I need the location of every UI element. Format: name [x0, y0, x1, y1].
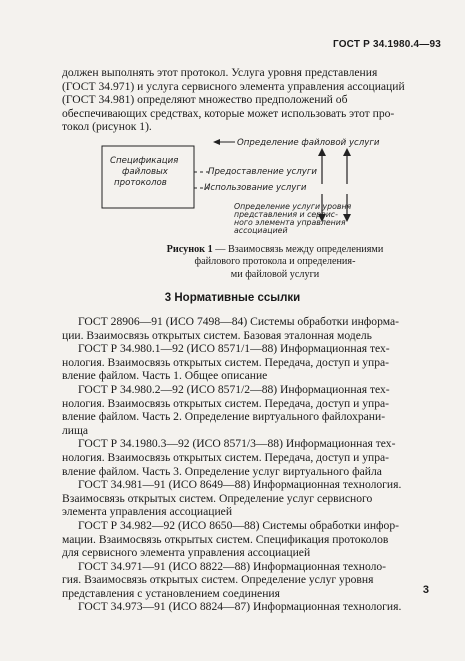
arrow-up-icon — [343, 148, 351, 156]
figure-1-diagram — [100, 132, 380, 237]
label-use-service: Использование услуги — [204, 183, 307, 193]
reference-line: для сервисного элемента управления ассоциацией — [62, 546, 311, 560]
caption-line: файлового протокола и определения- — [194, 256, 356, 268]
label-provide-service: Предоставление услуги — [208, 167, 317, 177]
bottom-label-line: ассоциацией — [234, 226, 288, 235]
reference-line: вление файлом. Часть 2. Определение виртуального файлохрани- — [62, 410, 386, 424]
bottom-label-line: Определение услуги уровня — [234, 202, 352, 211]
reference-line: ГОСТ 34.973—91 (ИСО 8824—87) Информационная технология. — [78, 600, 402, 614]
intro-line: токол (рисунок 1). — [62, 120, 152, 134]
reference-line: ГОСТ Р 34.982—92 (ИСО 8650—88) Системы обработки инфор- — [78, 518, 400, 532]
intro-line: обеспечивающих средствах, которые может использовать этот про- — [62, 106, 395, 120]
box-line: Спецификация — [110, 156, 179, 166]
intro-paragraph — [62, 66, 440, 134]
intro-line: (ГОСТ 34.981) определяют множество предположений об — [62, 93, 348, 107]
reference-line: ГОСТ Р 34.980.2—92 (ИСО 8571/2—88) Информационная тех- — [78, 382, 390, 396]
reference-line: ции. Взаимосвязь открытых систем. Базовая эталонная модель — [62, 328, 372, 342]
reference-line: нология. Взаимосвязь открытых систем. Передача, доступ и упра- — [62, 355, 390, 369]
reference-line: мации. Взаимосвязь открытых систем. Спецификация протоколов — [62, 532, 389, 546]
caption-line: ми файловой услуги — [230, 268, 320, 280]
reference-line: представления с установлением соединения — [62, 586, 280, 600]
caption-line: — Взаимосвязь между определениями — [215, 244, 384, 255]
reference-line: нология. Взаимосвязь открытых систем. Передача, доступ и упра- — [62, 396, 390, 410]
reference-line: элемента управления ассоциацией — [62, 505, 233, 519]
reference-line: ГОСТ 28906—91 (ИСО 7498—84) Системы обработки информа- — [78, 315, 399, 328]
page-number: 3 — [422, 584, 429, 596]
bottom-label-line: представления и сервис- — [234, 210, 338, 219]
reference-line: вление файлом. Часть 3. Определение услуг виртуального файла — [62, 464, 382, 478]
reference-line: лища — [62, 423, 89, 437]
reference-line: ГОСТ 34.971—91 (ИСО 8822—88) Информационная техноло- — [78, 559, 387, 573]
box-line: файловых — [122, 167, 168, 177]
reference-line: ГОСТ Р 34.1980.3—92 (ИСО 8571/3—88) Информационная тех- — [78, 437, 396, 451]
caption-label: Рисунок 1 — [166, 244, 213, 255]
intro-line: должен выполнять этот протокол. Услуга уровня представления — [62, 66, 378, 79]
reference-line: ГОСТ Р 34.980.1—92 (ИСО 8571/1—88) Информационная тех- — [78, 342, 390, 356]
intro-line: (ГОСТ 34.971) и услуга сервисного элемента управления ассоциаций — [62, 79, 405, 93]
box-line: протоколов — [114, 178, 167, 188]
references-list — [62, 315, 440, 614]
section-title: 3 Нормативные ссылки — [164, 292, 301, 304]
bottom-label-line: ного элемента управления — [234, 218, 346, 227]
arrow-left-icon — [213, 139, 220, 145]
reference-line: ГОСТ 34.981—91 (ИСО 8649—88) Информационная технология. — [78, 478, 402, 492]
reference-line: гия. Взаимосвязь открытых систем. Определение услуг уровня — [62, 573, 374, 587]
reference-line: нология. Взаимосвязь открытых систем. Передача, доступ и упра- — [62, 450, 390, 464]
figure-caption — [110, 244, 440, 281]
reference-line: Взаимосвязь открытых систем. Определение услуг сервисного — [62, 491, 373, 505]
label-file-service: Определение файловой услуги — [237, 138, 380, 148]
arrow-up-icon — [318, 148, 326, 156]
document-header: ГОСТ Р 34.1980.4—93 — [332, 39, 441, 50]
reference-line: вление файлом. Часть 1. Общее описание — [62, 369, 268, 383]
